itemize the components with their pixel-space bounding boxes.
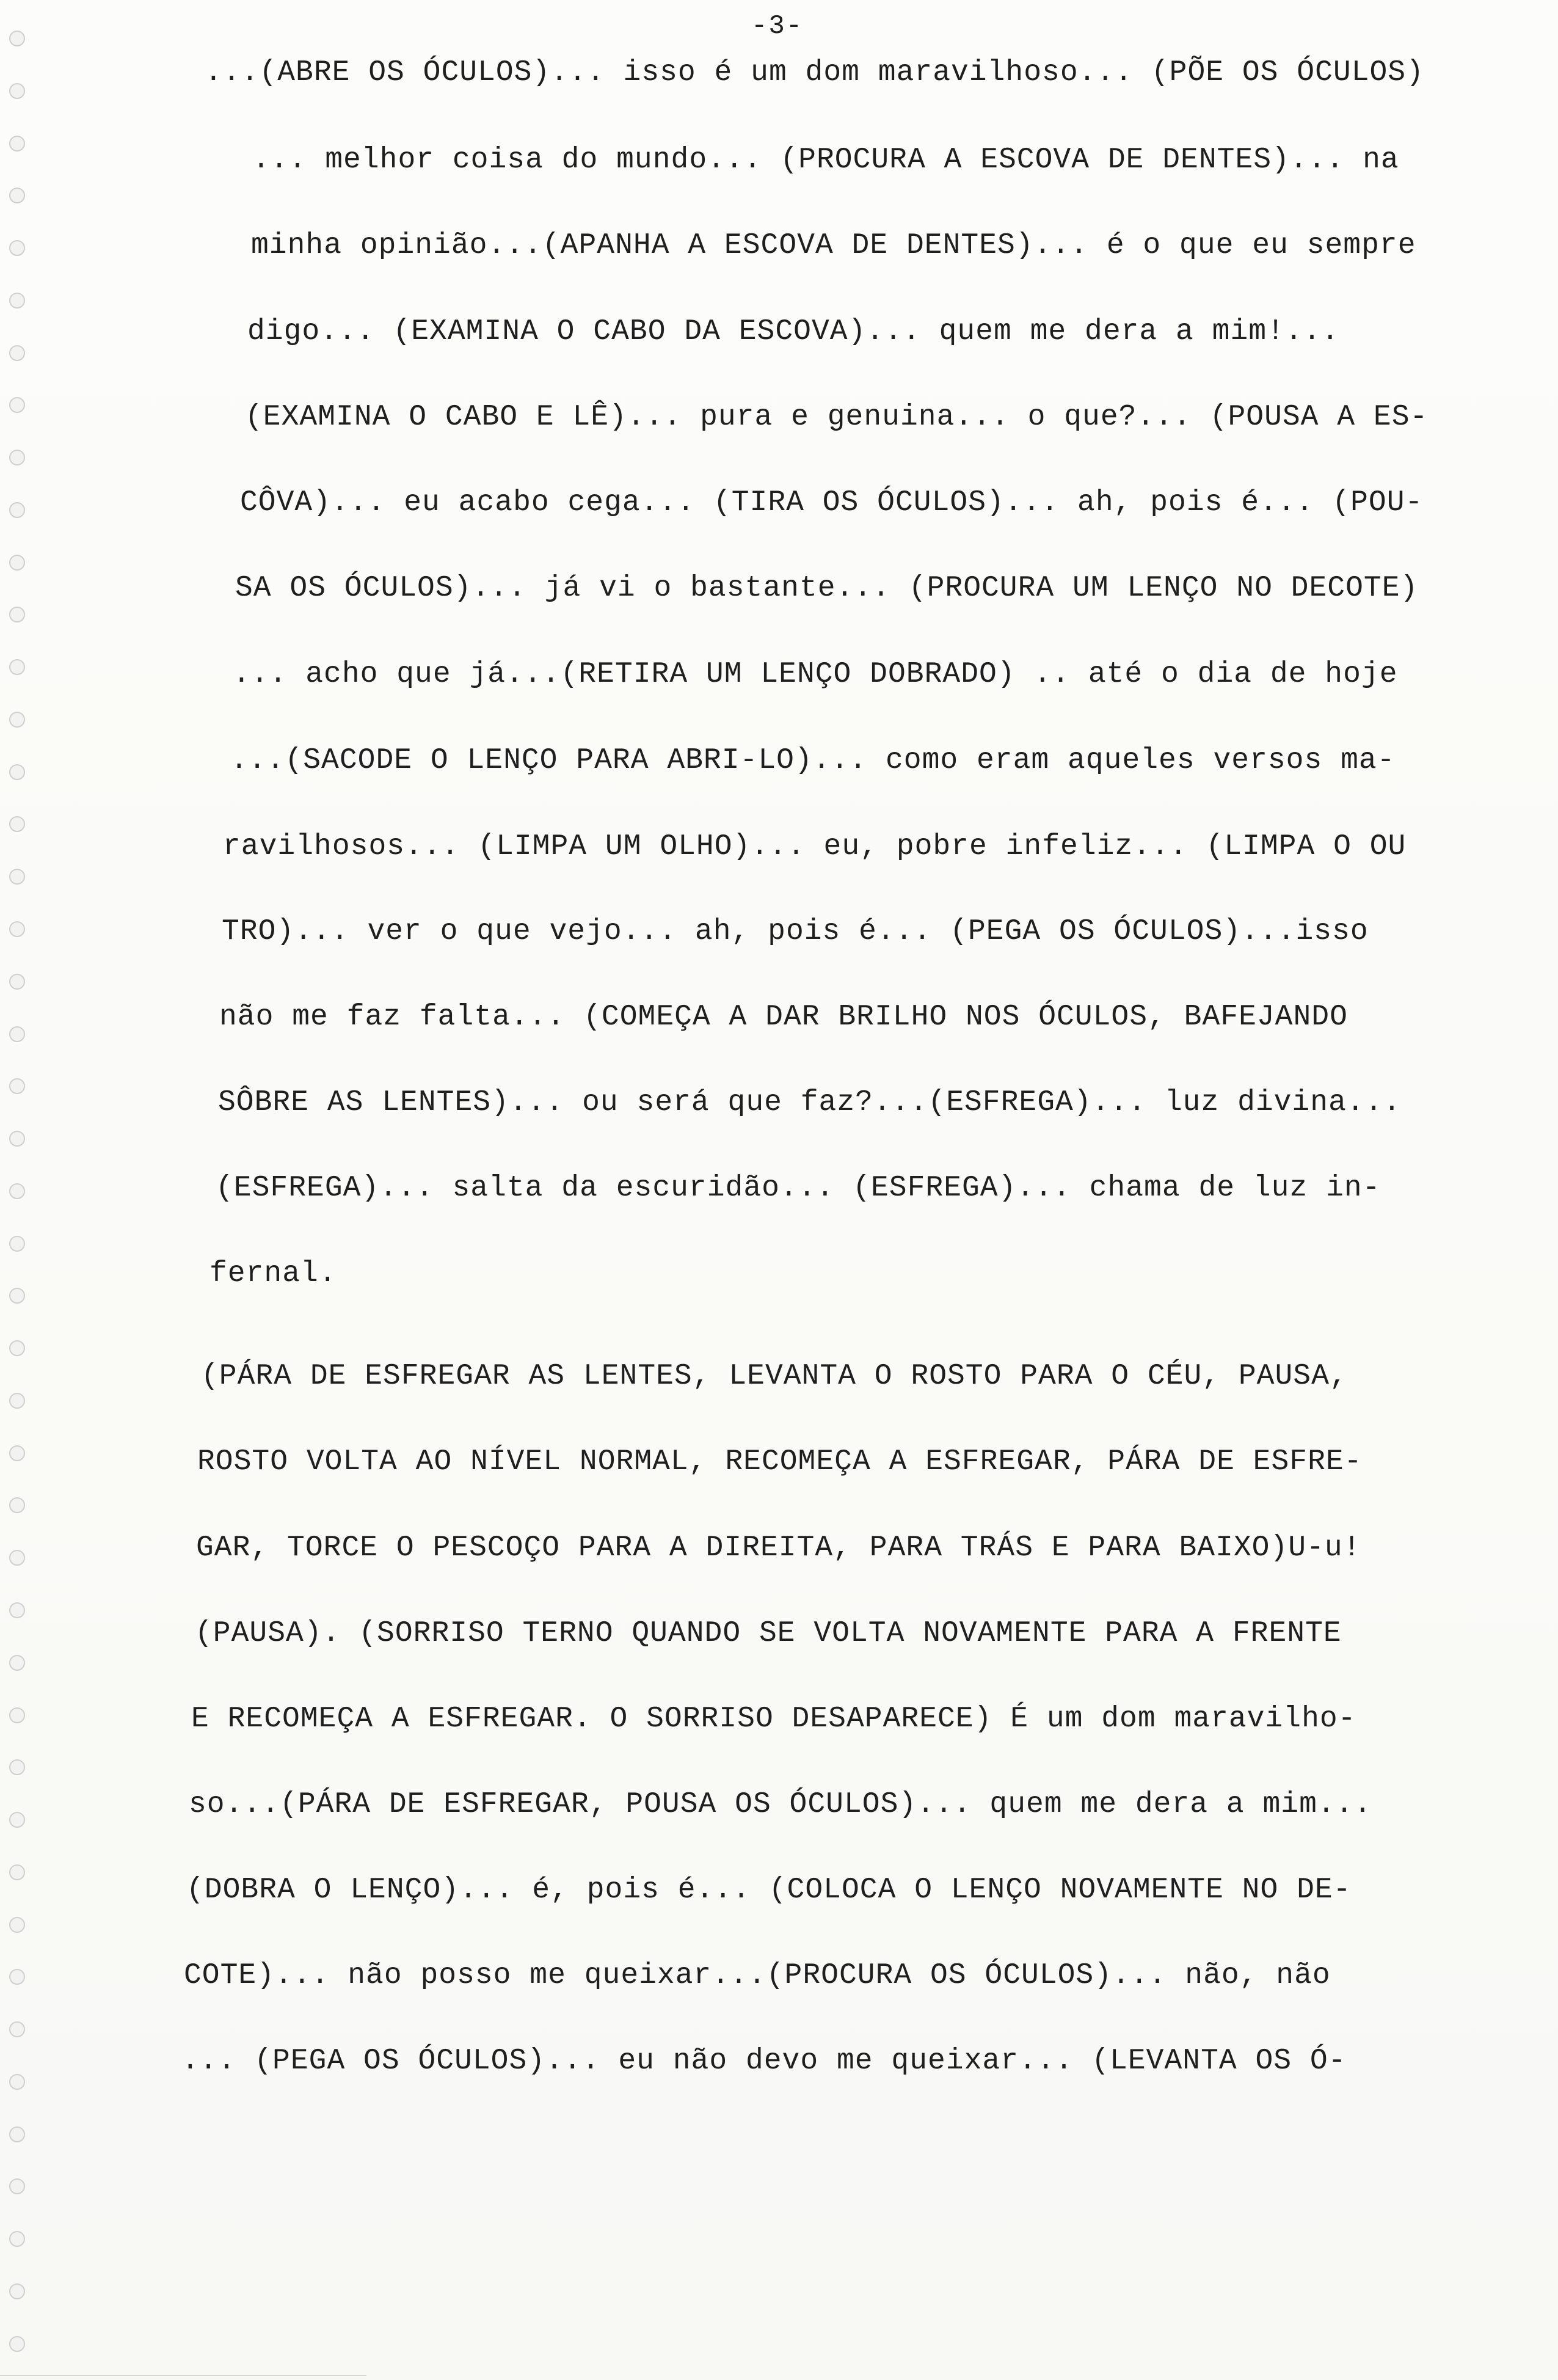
binder-hole	[9, 450, 25, 465]
binder-hole	[9, 659, 25, 675]
binder-hole	[9, 1236, 25, 1252]
text-line: não me faz falta... (COMEÇA A DAR BRILHO NOS ÓCULOS, BAFEJANDO	[219, 1001, 1348, 1034]
text-line: E RECOMEÇA A ESFREGAR. O SORRISO DESAPARECE) É um dom maravilho-	[191, 1703, 1356, 1736]
text-line: ...(SACODE O LENÇO PARA ABRI-LO)... como eram aqueles versos ma-	[230, 744, 1396, 777]
binder-hole	[9, 1078, 25, 1094]
binder-hole	[9, 1707, 25, 1723]
binder-hole	[9, 816, 25, 832]
binder-hole	[9, 345, 25, 361]
binder-holes	[5, 31, 29, 2352]
binder-hole	[9, 1917, 25, 1933]
binder-hole	[9, 1759, 25, 1775]
binder-hole	[9, 869, 25, 885]
text-line: (EXAMINA O CABO E LÊ)... pura e genuina... o que?... (POUSA A ES-	[245, 401, 1429, 434]
text-line: SA OS ÓCULOS)... já vi o bastante... (PROCURA UM LENÇO NO DECOTE)	[235, 572, 1419, 605]
binder-hole	[9, 2283, 25, 2299]
binder-hole	[9, 1183, 25, 1199]
text-line: CÔVA)... eu acabo cega... (TIRA OS ÓCULOS)... ah, pois é... (POU-	[240, 486, 1424, 519]
text-line: COTE)... não posso me queixar...(PROCURA OS ÓCULOS)... não, não	[184, 1959, 1331, 1992]
binder-hole	[9, 1445, 25, 1461]
text-line: ... acho que já...(RETIRA UM LENÇO DOBRADO) .. até o dia de hoje	[233, 658, 1398, 691]
binder-hole	[9, 1602, 25, 1618]
binder-hole	[9, 2074, 25, 2090]
binder-hole	[9, 397, 25, 413]
text-line: digo... (EXAMINA O CABO DA ESCOVA)... quem me dera a mim!...	[247, 315, 1340, 348]
binder-hole	[9, 1340, 25, 1356]
binder-hole	[9, 2231, 25, 2247]
binder-hole	[9, 712, 25, 728]
binder-hole	[9, 2336, 25, 2352]
binder-hole	[9, 1812, 25, 1828]
binder-hole	[9, 1655, 25, 1671]
binder-hole	[9, 974, 25, 990]
binder-hole	[9, 921, 25, 937]
binder-hole	[9, 293, 25, 308]
text-line: (DOBRA O LENÇO)... é, pois é... (COLOCA O LENÇO NOVAMENTE NO DE-	[186, 1874, 1352, 1907]
binder-hole	[9, 2126, 25, 2142]
binder-hole	[9, 1131, 25, 1147]
text-line: (PÁRA DE ESFREGAR AS LENTES, LEVANTA O ROSTO PARA O CÉU, PAUSA,	[201, 1360, 1348, 1393]
binder-hole	[9, 1550, 25, 1566]
binder-hole	[9, 1969, 25, 1985]
binder-hole	[9, 555, 25, 571]
binder-hole	[9, 764, 25, 780]
binder-hole	[9, 1026, 25, 1042]
binder-hole	[9, 1288, 25, 1304]
text-line: (PAUSA). (SORRISO TERNO QUANDO SE VOLTA NOVAMENTE PARA A FRENTE	[195, 1617, 1342, 1650]
text-line: ...(ABRE OS ÓCULOS)... isso é um dom maravilhoso... (PÕE OS ÓCULOS)	[205, 56, 1424, 89]
binder-hole	[9, 240, 25, 256]
text-line: fernal.	[209, 1257, 337, 1290]
text-line: so...(PÁRA DE ESFREGAR, POUSA OS ÓCULOS)... quem me dera a mim...	[189, 1788, 1372, 1821]
footer-rule	[0, 2375, 366, 2376]
text-line: ... (PEGA OS ÓCULOS)... eu não devo me queixar... (LEVANTA OS Ó-	[181, 2045, 1347, 2078]
text-line: ... melhor coisa do mundo... (PROCURA A ESCOVA DE DENTES)... na	[252, 144, 1399, 177]
binder-hole	[9, 188, 25, 203]
text-line: (ESFREGA)... salta da escuridão... (ESFREGA)... chama de luz in-	[216, 1172, 1381, 1205]
binder-hole	[9, 607, 25, 622]
binder-hole	[9, 502, 25, 518]
binder-hole	[9, 2021, 25, 2037]
binder-hole	[9, 31, 25, 46]
text-line: GAR, TORCE O PESCOÇO PARA A DIREITA, PARA TRÁS E PARA BAIXO)U-u!	[196, 1531, 1361, 1564]
binder-hole	[9, 83, 25, 99]
binder-hole	[9, 1393, 25, 1409]
binder-hole	[9, 2178, 25, 2194]
script-text	[181, 56, 1466, 2078]
text-line: minha opinião...(APANHA A ESCOVA DE DENTES)... é o que eu sempre	[251, 229, 1416, 262]
binder-hole	[9, 1864, 25, 1880]
text-line: ravilhosos... (LIMPA UM OLHO)... eu, pobre infeliz... (LIMPA O OU	[223, 830, 1407, 863]
binder-hole	[9, 136, 25, 151]
text-line: TRO)... ver o que vejo... ah, pois é... (PEGA OS ÓCULOS)...isso	[222, 915, 1369, 948]
text-line: SÔBRE AS LENTES)... ou será que faz?...(ESFREGA)... luz divina...	[218, 1086, 1402, 1119]
text-line: ROSTO VOLTA AO NÍVEL NORMAL, RECOMEÇA A ESFREGAR, PÁRA DE ESFRE-	[197, 1445, 1363, 1478]
page-number: -3-	[751, 11, 804, 42]
binder-hole	[9, 1497, 25, 1513]
